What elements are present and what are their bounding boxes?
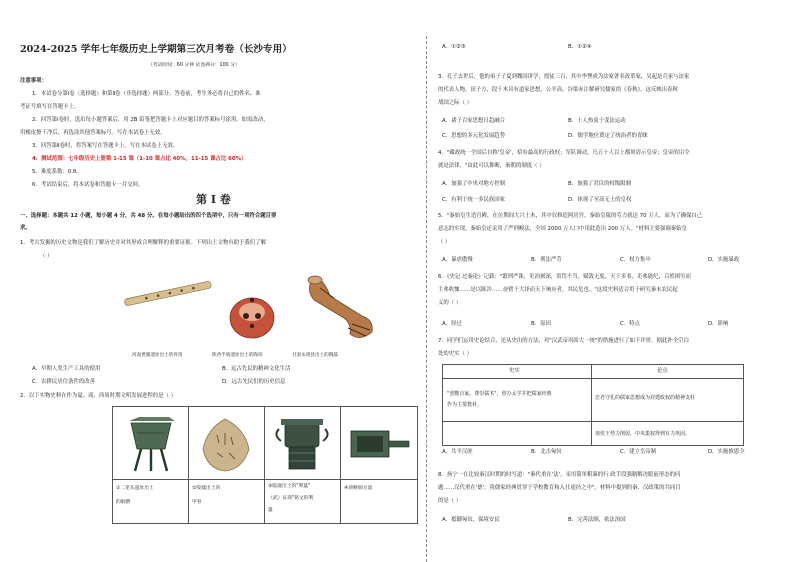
q3-option-d[interactable]: D．儒学地位奠定了统治者的青睐 (568, 133, 648, 139)
q8-line-2: 题……汉代重在'德'，将儒家经典贯穿于学校教育和入仕途径之中"。材料中提到的秦、汉政策的共同目 (438, 485, 681, 491)
bronze-jue-image (119, 413, 183, 475)
q2-caption-2a: ②殷墟出土的 (192, 486, 221, 491)
q6-option-b[interactable]: B．原因 (531, 321, 551, 327)
q4-line-2: 就是法律，"由此可以推断，秦朝的制度（ ） (438, 163, 545, 169)
note-2b: 用橡皮擦干净后，再选涂其他答案标号。写在本试卷上无效。 (20, 130, 166, 136)
q7-option-c[interactable]: C．建立皇帝制 (620, 449, 657, 455)
q2-caption-1b: 的铜爵 (116, 500, 131, 505)
q5-option-d[interactable]: D．实施暴政 (708, 257, 740, 263)
q5-option-b[interactable]: B．刑法严苛 (531, 257, 562, 263)
q7-option-b[interactable]: B．北击匈奴 (531, 449, 562, 455)
q1-option-a[interactable]: A．早期人类生产工具的使用 (32, 366, 101, 372)
q2-stem: 2．以下实物史料在作为夏、商、西周时期文明发展进程的是（ ） (20, 393, 177, 399)
q7-fact-1b: 作为主要教材。 (447, 402, 483, 408)
bone-flute-image (120, 268, 216, 318)
q8-line-3: 的是（ ） (438, 498, 462, 504)
q8-option-b[interactable]: B．完善法制，依法治国 (568, 517, 626, 523)
q5-line-2: 意志的实现，秦始皇还采用了严刑峻法，全国 2000 万人口中用此造出 200 万人。"材料主要强调秦始皇 (438, 226, 687, 232)
q6-line-3: 义的（ ） (438, 300, 462, 306)
q2-artifact-table (112, 406, 418, 524)
q7-line-1: 7．同学们运用史论结合、论从史出的方法，对"汉武帝巩固大一统"的措施进行了如下评价。据此补全空白 (438, 338, 689, 344)
q2-caption-4a: ④商鞅铜方量 (344, 486, 373, 491)
q1-option-c[interactable]: C．农耕民居住条件的改善 (32, 379, 96, 385)
q2-option-a[interactable]: A．①②③ (442, 44, 466, 50)
q7-argument-1: 忠君守礼的儒家思想成为封建政权的精神支柱 (595, 395, 696, 401)
note-1b: 考证号填写在答题卡上。 (20, 104, 80, 110)
note-5: 5．难度系数：0.8。 (32, 169, 82, 175)
q4-option-b[interactable]: B．加强了君臣的权级限制 (568, 181, 631, 187)
q3-line-3: 战国之际（ ） (438, 100, 473, 106)
q3-option-a[interactable]: A．诸子百家思想日趋融合 (442, 118, 505, 124)
section-intro-b: 求。 (20, 225, 31, 231)
q6-option-c[interactable]: C．特点 (620, 321, 640, 327)
q2-caption-2b: 甲骨 (192, 500, 202, 505)
oracle-bone-image (195, 415, 257, 475)
q8-line-1: 8．扬宁一在比较秦汉时期的时写道："秦代重在'法'，采用简单粗暴的行 政手段强制解决眼前形态的问 (438, 472, 681, 478)
pottery-drum-image (300, 270, 380, 346)
q1-option-b[interactable]: B．远古先民的精神文化生活 (222, 366, 291, 372)
q7-argument-2: 诸侯王势力削弱，中央集权得到有力巩固。 (595, 431, 691, 437)
right-column (428, 0, 794, 562)
q3-option-b[interactable]: B．士人热衷于变法运动 (568, 118, 626, 124)
q3-option-c[interactable]: C．思想的多元化发展趋势 (442, 133, 506, 139)
notes-heading: 注意事项： (20, 78, 47, 84)
q4-option-d[interactable]: D．体现了至高无上的皇权 (568, 197, 632, 203)
section-title: 第 Ⅰ 卷 (196, 193, 231, 206)
q7-option-a[interactable]: A．共平汉匪 (442, 449, 473, 455)
q1-blank: （ ） (40, 253, 53, 259)
q1-caption-3: 甘肃永靖县出土的陶鼓 (292, 353, 338, 358)
note-2a: 2．回答第Ⅰ卷时，选出每小题答案后，用 2B 铅笔把答题卡上对应题目的答案标号涂黑。如需改动， (32, 117, 269, 123)
q7-fact-1a: "罢黜百家，尊崇儒术"，创办太学并把儒家经典 (447, 391, 552, 397)
q2-caption-3b: （武）证商"铭文的利 (268, 496, 314, 501)
li-gui-image (271, 413, 333, 475)
q3-line-1: 3．孔子去世后，他的弟子子夏到魏国讲学，授徒三百，其中李悝成为法家著名改革家，吴起是兵家与法家 (438, 74, 690, 80)
q4-line-1: 4．"藏政统一全国后自称'皇帝'，招有最高的行政权；军队调动，凡五十人以上都须请示皇帝；皇帝的诏令 (438, 150, 690, 156)
q7-header-arguments: 论点 (657, 368, 668, 374)
q1-caption-2: 陕西半坡遗址出土的陶埙 (212, 353, 263, 358)
section-intro-a: 一、选择题：本题共 12 小题，每小题 4 分，共 48 分。在每小题给出的四个选项中，只有一项符合题目要 (20, 213, 277, 219)
q4-option-c[interactable]: C．有利于统一多民族国家 (442, 197, 506, 203)
note-1a: 1．本试卷分第Ⅰ卷（选择题）和第Ⅱ卷（非选择题）两部分。答卷前，考生务必将自己的姓名、准 (32, 91, 261, 97)
q7-option-d[interactable]: D．实施推恩令 (708, 449, 745, 455)
q7-table (442, 364, 744, 446)
q6-option-d[interactable]: D．影响 (708, 321, 729, 327)
q8-option-a[interactable]: A．抵御匈奴，保境安民 (442, 517, 500, 523)
q2-caption-3c: 簋 (268, 508, 273, 513)
q5-line-1: 5．"秦始皇生造宫殿，在位期间大兴土木，其中仅修造阿房宫，秦始皇陵的劳力就达 70 万人。而为了确保自己 (438, 213, 703, 219)
q6-option-a[interactable]: A．经过 (442, 321, 462, 327)
shang-yang-measure-image (345, 417, 411, 473)
q3-line-2: 的代表人物，田子方、段干木具有道家思想，公羊高、谷梁赤注解研究儒家的《春秋》。这反映出春秋 (438, 87, 678, 93)
exam-subtitle: （考试时间：60 分钟 试卷满分：100 分） (148, 63, 240, 68)
q2-caption-3a: ③临潼出土的"利簋" (268, 484, 311, 489)
note-3: 3．回答第Ⅱ卷时，将答案写在答题卡上。写在本试卷上无效。 (32, 143, 179, 149)
q5-option-c[interactable]: C．权力集中 (620, 257, 651, 263)
q1-stem: 1．考古发掘的历史文物是我们了解历史并对其形成合理解释的重要证据。下列出土文物有助于我们了解 (20, 240, 267, 246)
q1-caption-1: 河南贾湖遗址出土的骨笛 (132, 353, 183, 358)
q7-line-2: 处的史实（ ） (438, 351, 473, 357)
q6-line-2: 主弗收恤……是以陈涉……奋臂于大泽而天下响应者，其民危也。"这段史料适合用于研究秦末农民起 (438, 287, 678, 293)
q6-line-1: 6．《史记 过秦论》记载："繁刑严诛，吏治刻深，赏罚不当，赋敛无度，天下多事，吏弗能纪，百姓困穷而 (438, 274, 691, 280)
note-4-scope: 4．测试范围：七年级历史上册第 1-15 课（1-10 课占比 40%，11-15 课占比 60%） (32, 156, 247, 162)
q5-option-a[interactable]: A．暴虐傲慢 (442, 257, 473, 263)
q4-option-a[interactable]: A．加强了中央对地方控制 (442, 181, 505, 187)
q5-line-3: （ ） (438, 239, 451, 245)
note-6: 6．考试结束后，将本试卷和答题卡一并交回。 (32, 182, 144, 188)
q1-option-d[interactable]: D．远古先民们的历史信息 (222, 379, 286, 385)
q2-caption-1a: ①二里头遗址出土 (116, 486, 154, 491)
q2-option-b[interactable]: B．①②④ (568, 44, 592, 50)
exam-title: 2024-2025 学年七年级历史上学期第三次月考卷（长沙专用） (20, 44, 292, 55)
pottery-xun-image (222, 290, 282, 344)
column-divider (426, 36, 427, 562)
q7-header-facts: 史实 (509, 368, 520, 374)
